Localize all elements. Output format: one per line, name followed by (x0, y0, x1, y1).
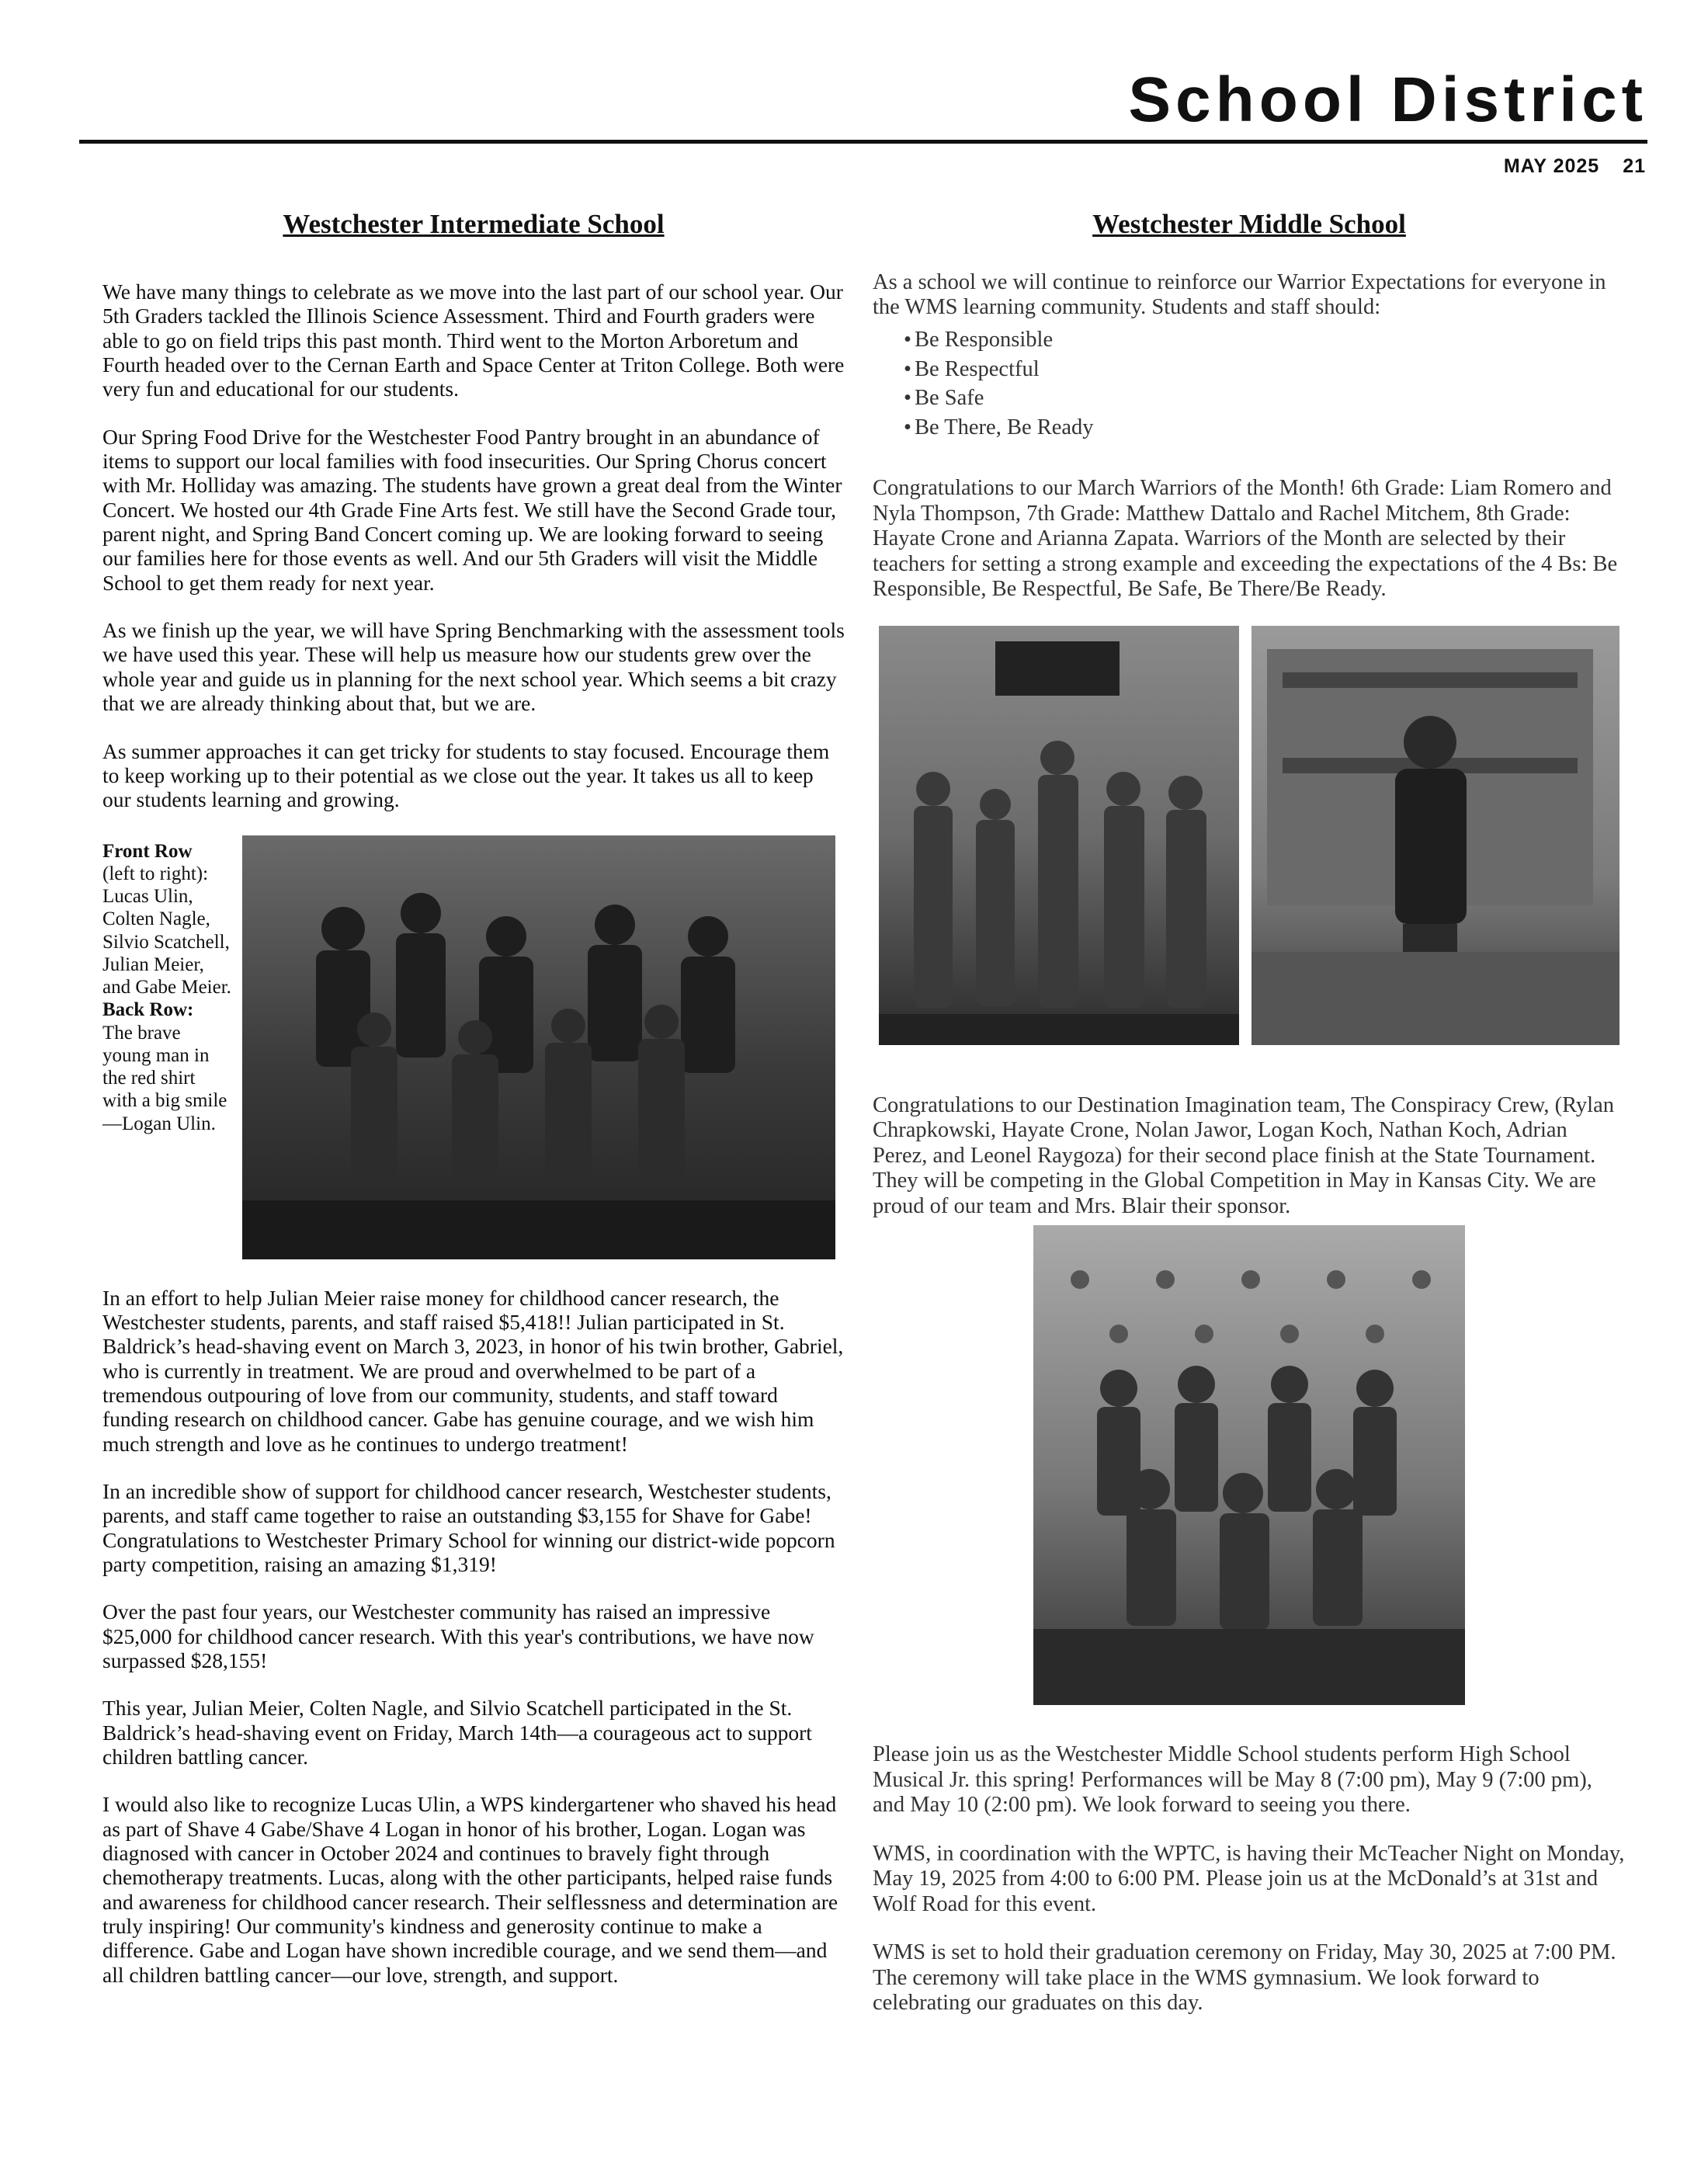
header-rule (79, 140, 1647, 144)
warriors-of-month-paragraph: Congratulations to our March Warriors of the Month! 6th Grade: Liam Romero and Nyla Thompson, 7th Grade: Matthew Dattalo and Rachel Mitchem, 8th Grade: Hayate Crone and Arianna Zapata. Warriors of the Month are selected by their teachers for setting a strong example and exceeding the expectations of the 4 Bs: Be Responsible, Be Respectful, Be Safe, Be There/Be Ready. (873, 476, 1618, 602)
issue-date: MAY 2025 (1503, 155, 1600, 177)
article-paragraph: This year, Julian Meier, Colten Nagle, and Silvio Scatchell participated in the St. Baldrick’s head-shaving event on Friday, March 14th—a courageous act to support children battling cancer. (102, 1696, 812, 1769)
caption-front-text: (left to right): Lucas Ulin, Colten Nagle, Silvio Scatchell, Julian Meier, and Gabe Meier. (102, 863, 231, 998)
destination-imagination-team-photo (1033, 1225, 1465, 1705)
warrior-student-photo (1251, 626, 1619, 1045)
newsletter-masthead: School District (1128, 64, 1647, 135)
issue-line (1504, 155, 1646, 178)
photo-caption (102, 835, 233, 1135)
article-paragraph: Our Spring Food Drive for the Westchester Food Pantry brought in an abundance of items to support our local families with food insecurities. Our Spring Chorus concert with Mr. Holliday was amazing. The students have grown a great deal from the Winter Concert. We hosted our 4th Grade Fine Arts fest. We still have the Second Grade tour, parent night, and Spring Band Concert coming up. We are looking forward to seeing our families here for those events as well. And our 5th Graders will visit the Middle School to get them ready for next year. (102, 424, 842, 595)
announcement-paragraph: Please join us as the Westchester Middle School students perform High School Musical Jr. this spring! Performances will be May 8 (7:00 pm), May 9 (7:00 pm), and May 10 (2:00 pm). We look forward to seeing you there. (873, 1742, 1592, 1818)
destination-imagination-paragraph: Congratulations to our Destination Imagination team, The Conspiracy Crew, (Rylan Chrapkowski, Hayate Crone, Nolan Jawor, Logan Koch, Nathan Koch, Adrian Perez, and Leonel Raygoza) for their second place finish at the State Tournament. They will be competing in the Global Competition in May in Kansas City. We are proud of our team and Mrs. Blair their sponsor. (873, 1092, 1615, 1218)
article-paragraph: I would also like to recognize Lucas Ulin, a WPS kindergartener who shaved his head as part of Shave 4 Gabe/Shave 4 Logan in honor of his brother, Logan. Logan was diagnosed with cancer in October 2024 and continues to bravely fight through chemotherapy treatments. Lucas, along with the other participants, helped raise funds and awareness for childhood cancer research. Their selflessness and determination are truly inspiring! Our community's kindness and generosity continue to make a difference. Gabe and Logan have shown incredible courage, and we send them—and all children battling cancer—our love, strength, and support. (102, 1792, 838, 1987)
intermediate-school-column (102, 208, 845, 2010)
caption-back-heading: Back Row: (102, 999, 194, 1021)
article-paragraph: In an effort to help Julian Meier raise money for childhood cancer research, the Westchester students, parents, and staff raised $5,418!! Julian participated in St. Baldrick’s head-shaving event on March 3, 2023, in honor of his twin brother, Gabriel, who is currently in treatment. We are proud and overwhelmed to be part of a tremendous outpouring of love from our community, students, and staff toward funding research on childhood cancer. Gabe has genuine courage, and we wish him much strength and love as he continues to undergo treatment! (102, 1285, 844, 1456)
intermediate-school-title: Westchester Intermediate School (283, 209, 665, 239)
expectation-item: • Be Safe (904, 384, 1626, 413)
expectation-item: • Be Respectful (904, 355, 1626, 384)
announcement-paragraph: WMS is set to hold their graduation ceremony on Friday, May 30, 2025 at 7:00 PM. The ceremony will take place in the WMS gymnasium. We look forward to celebrating our graduates on this day. (873, 1940, 1616, 2016)
middle-school-column (873, 208, 1626, 2040)
article-paragraph: As we finish up the year, we will have Spring Benchmarking with the assessment tools we have used this year. These will help us measure how our students grew over the whole year and guide us in planning for the next school year. Which seems a bit crazy that we are already thinking about that, but we are. (102, 618, 845, 716)
warrior-expectations-list (904, 325, 1626, 442)
photo-with-caption (102, 835, 845, 1259)
caption-front-heading: Front Row (102, 840, 193, 862)
page-number: 21 (1623, 155, 1646, 177)
warriors-group-photo (879, 626, 1239, 1045)
expectation-item: • Be Responsible (904, 325, 1626, 355)
warriors-photo-row (879, 626, 1626, 1045)
announcement-paragraph: WMS, in coordination with the WPTC, is having their McTeacher Night on Monday, May 19, 2025 from 4:00 to 6:00 PM. Please join us at the McDonald’s at 31st and Wolf Road for this event. (873, 1841, 1625, 1916)
shave-event-group-photo (242, 835, 835, 1259)
article-paragraph: As summer approaches it can get tricky for students to stay focused. Encourage them to keep working up to their potential as we close out the year. It takes us all to keep our students learning and growing. (102, 738, 830, 812)
expectation-item: • Be There, Be Ready (904, 413, 1626, 443)
middle-school-title: Westchester Middle School (1092, 209, 1406, 239)
article-paragraph: We have many things to celebrate as we move into the last part of our school year. Our 5th Graders tackled the Illinois Science Assessment. Third and Fourth graders were able to go on field trips this past month. Third went to the Morton Arboretum and Fourth headed over to the Cernan Earth and Space Center at Triton College. Both were very fun and educational for our students. (102, 280, 845, 401)
warrior-expectations-intro: As a school we will continue to reinforce our Warrior Expectations for everyone in the WMS learning community. Students and staff should: (873, 270, 1606, 320)
caption-back-text: The brave young man in the red shirt with a big smile—Logan Ulin. (102, 1022, 227, 1134)
article-paragraph: Over the past four years, our Westchester community has raised an impressive $25,000 for childhood cancer research. With this year's contributions, we have now surpassed $28,155! (102, 1599, 814, 1672)
article-paragraph: In an incredible show of support for childhood cancer research, Westchester students, parents, and staff came together to raise an outstanding $3,155 for Shave for Gabe! Congratulations to Westchester Primary School for winning our district-wide popcorn party competition, raising an amazing $1,319! (102, 1478, 835, 1576)
